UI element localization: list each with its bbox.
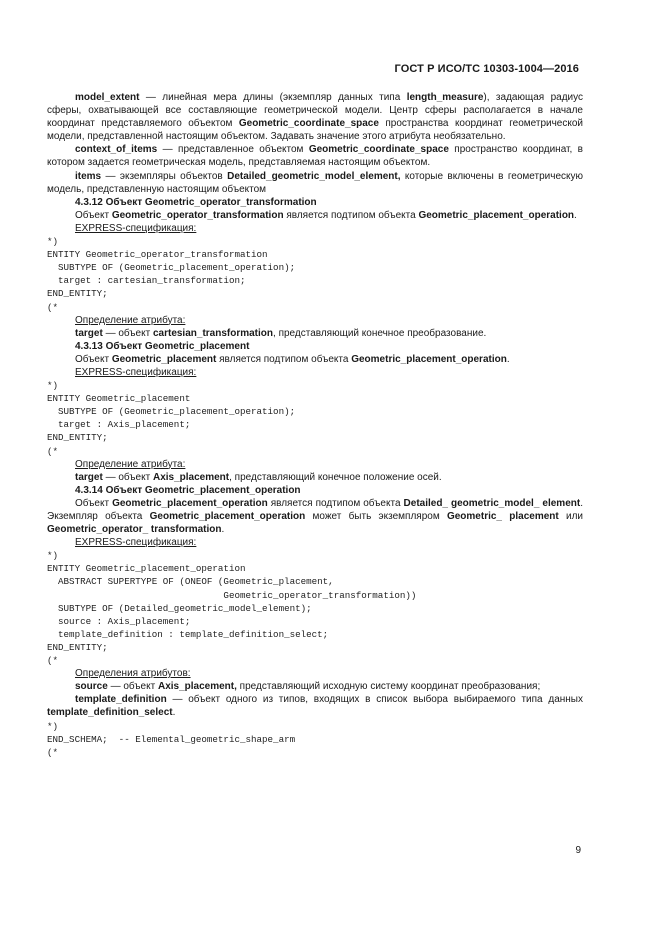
term: Geometric_coordinate_space: [308, 144, 449, 156]
attribute-items: items — экземпляры объектов Detailed_geometric_model_element, которые включены в геометрическую модель, представленную настоящим объектом: [47, 170, 583, 195]
section-description: Объект Geometric_placement_operation является подтипом объекта Detailed_ geometric_model_ element. Экземпляр объекта Geometric_placement_operation может быть экземпляром Geometric_ placement или Geometric_operator_ transformation.: [47, 497, 583, 536]
definition-label: Определение атрибута:: [75, 314, 186, 326]
express-code: *) ENTITY Geometric_operator_transformation SUBTYPE OF (Geometric_placement_operation); target : cartesian_transformation; END_ENTITY; (*: [47, 236, 296, 313]
section-description: Объект Geometric_placement является подтипом объекта Geometric_placement_operation.: [75, 353, 510, 365]
term: model_extent: [75, 92, 140, 103]
term: items: [75, 170, 102, 182]
section-description: Объект Geometric_operator_transformation является подтипом объекта Geometric_placement_operation.: [75, 209, 577, 221]
express-code: *) ENTITY Geometric_placement SUBTYPE OF (Geometric_placement_operation); target : Axis_placement; END_ENTITY; (*: [47, 380, 296, 457]
express-label: EXPRESS-спецификация:: [75, 222, 197, 234]
attribute-definition: target — объект cartesian_transformation, представляющий конечное преобразование.: [75, 327, 487, 339]
attribute-definition: target — объект Axis_placement, представляющий конечное положение осей.: [75, 471, 442, 483]
attribute-context-of-items: context_of_items — представленное объектом Geometric_coordinate_space пространство координат, в котором задается геометрическая модель, представляемая настоящим объектом.: [47, 144, 583, 169]
section-heading-4-3-14: 4.3.14 Объект Geometric_placement_operation: [75, 484, 301, 496]
term: Detailed_geometric_model_element,: [227, 170, 401, 182]
express-label: EXPRESS-спецификация:: [75, 366, 197, 378]
term: Geometric_coordinate_space: [238, 118, 379, 130]
page-header: ГОСТ Р ИСО/ТС 10303-1004—2016: [394, 63, 579, 75]
term: length_measure: [406, 92, 484, 103]
section-heading-4-3-12: 4.3.12 Объект Geometric_operator_transformation: [75, 196, 317, 208]
attribute-definition-template: template_definition — объект одного из типов, входящих в список выбора выбираемого типа данных template_definition_select.: [47, 694, 583, 719]
express-code: *) ENTITY Geometric_placement_operation ABSTRACT SUPERTYPE OF (ONEOF (Geometric_placement, Geometric_operator_transformation)) SUBTYPE OF (Detailed_geometric_model_element); source : Axis_placement; template_definition : template_definition_select; END_ENTITY; (*: [47, 550, 417, 667]
document-body: [47, 91, 583, 759]
definition-label: Определение атрибута:: [75, 458, 186, 470]
definition-label: Определения атрибутов:: [75, 668, 191, 680]
page-number: 9: [575, 845, 581, 856]
attribute-definition-source: source — объект Axis_placement, представляющий исходную систему координат преобразования;: [75, 681, 541, 693]
attribute-model-extent: model_extent — линейная мера длины (экземпляр данных типа length_measure), задающая радиус сферы, охватывающей все составляющие геометрической модели. Центр сферы располагается в начале координат представляемого объектом Geometric_coordinate_space пространства координат геометрической модели, представленной настоящим объектом. Задавать значение этого атрибута необязательно.: [47, 92, 584, 143]
end-schema-code: *) END_SCHEMA; -- Elemental_geometric_shape_arm (*: [47, 720, 296, 758]
term: context_of_items: [75, 144, 158, 156]
section-heading-4-3-13: 4.3.13 Объект Geometric_placement: [75, 340, 250, 352]
express-label: EXPRESS-спецификация:: [75, 537, 197, 549]
